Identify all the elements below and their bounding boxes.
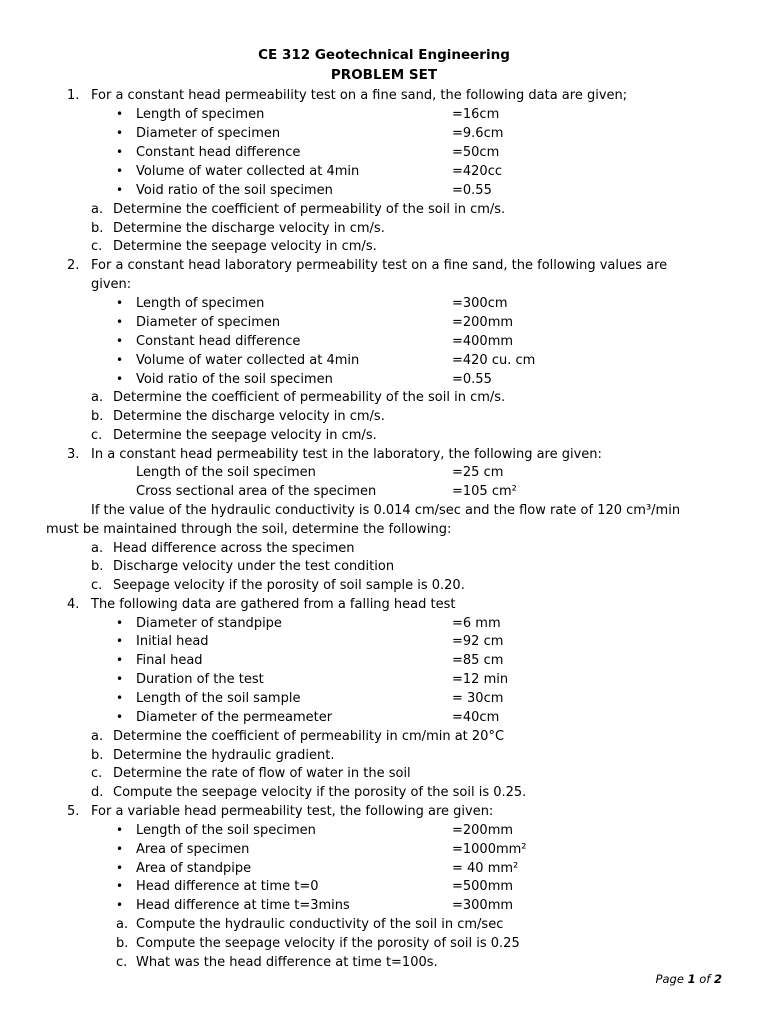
question-letter: c. <box>91 239 103 254</box>
item-value: =25 cm <box>452 465 504 480</box>
item-label: Cross sectional area of the specimen <box>136 484 377 499</box>
bullet: • <box>116 107 124 121</box>
item-value: =400mm <box>452 334 514 349</box>
item-label: Length of specimen <box>136 296 265 311</box>
problem-intro: The following data are gathered from a falling head test <box>91 597 456 612</box>
item-label: Length of the soil sample <box>136 691 301 706</box>
item-value: =200mm <box>452 823 514 838</box>
item-value: =50cm <box>452 145 500 160</box>
question-text: Discharge velocity under the test condition <box>113 559 395 574</box>
item-value: =420 cu. cm <box>452 353 536 368</box>
item-value: = 30cm <box>452 691 504 706</box>
question-letter: b. <box>91 221 104 236</box>
item-label: Diameter of standpipe <box>136 616 282 631</box>
problem-set-subtitle: PROBLEM SET <box>330 67 438 83</box>
problem-intro-cont: given: <box>91 277 132 292</box>
bullet: • <box>116 879 124 893</box>
item-value: =85 cm <box>452 653 504 668</box>
bullet: • <box>116 183 124 197</box>
item-value: =16cm <box>452 107 500 122</box>
problem-number: 1. <box>67 88 80 103</box>
paragraph-line: must be maintained through the soil, determine the following: <box>46 522 452 537</box>
bullet: • <box>116 616 124 630</box>
question-letter: c. <box>91 428 103 443</box>
item-value: =6 mm <box>452 616 501 631</box>
bullet: • <box>116 653 124 667</box>
item-value: = 40 mm² <box>452 861 519 876</box>
question-letter: c. <box>91 766 103 781</box>
bullet: • <box>116 334 124 348</box>
page-current: 1 <box>687 972 696 986</box>
question-letter: a. <box>91 390 104 405</box>
item-value: =300mm <box>452 898 514 913</box>
problem-number: 4. <box>67 597 80 612</box>
question-letter: c. <box>116 955 128 970</box>
problem-number: 5. <box>67 804 80 819</box>
item-label: Void ratio of the soil specimen <box>136 372 333 387</box>
question-letter: a. <box>116 917 129 932</box>
item-label: Constant head difference <box>136 145 301 160</box>
question-letter: b. <box>91 409 104 424</box>
page-total: 2 <box>713 972 722 986</box>
bullet: • <box>116 372 124 386</box>
bullet: • <box>116 126 124 140</box>
paragraph-line: If the value of the hydraulic conductivity is 0.014 cm/sec and the flow rate of 120 cm³/min <box>91 503 681 518</box>
bullet: • <box>116 145 124 159</box>
item-value: =92 cm <box>452 634 504 649</box>
bullet: • <box>116 710 124 724</box>
item-value: =105 cm² <box>452 484 517 499</box>
item-label: Diameter of specimen <box>136 126 281 141</box>
item-label: Final head <box>136 653 203 668</box>
page-word: Page <box>655 972 684 986</box>
question-text: What was the head difference at time t=100s. <box>136 955 438 970</box>
item-value: =300cm <box>452 296 508 311</box>
item-label: Head difference at time t=0 <box>136 879 319 894</box>
question-text: Determine the seepage velocity in cm/s. <box>113 428 377 443</box>
course-title: CE 312 Geotechnical Engineering <box>258 47 510 63</box>
question-letter: a. <box>91 202 104 217</box>
question-text: Compute the seepage velocity if the porosity of the soil is 0.25. <box>113 785 527 800</box>
item-label: Initial head <box>136 634 209 649</box>
question-text: Determine the coefficient of permeability in cm/min at 20°C <box>113 729 505 744</box>
problem-intro: For a constant head permeability test on a fine sand, the following data are given; <box>91 88 628 103</box>
item-label: Volume of water collected at 4min <box>136 164 360 179</box>
item-value: =500mm <box>452 879 514 894</box>
bullet: • <box>116 672 124 686</box>
question-text: Seepage velocity if the porosity of soil sample is 0.20. <box>113 578 465 593</box>
question-text: Determine the coefficient of permeability of the soil in cm/s. <box>113 202 506 217</box>
item-label: Constant head difference <box>136 334 301 349</box>
question-letter: b. <box>91 748 104 763</box>
question-text: Compute the hydraulic conductivity of the soil in cm/sec <box>136 917 504 932</box>
problem-intro: For a variable head permeability test, the following are given: <box>91 804 494 819</box>
question-letter: a. <box>91 541 104 556</box>
item-label: Void ratio of the soil specimen <box>136 183 333 198</box>
of-word: of <box>699 972 711 986</box>
item-value: =1000mm² <box>452 842 527 857</box>
bullet: • <box>116 861 124 875</box>
item-label: Head difference at time t=3mins <box>136 898 350 913</box>
item-value: =0.55 <box>452 183 492 198</box>
question-text: Head difference across the specimen <box>113 541 355 556</box>
item-label: Diameter of the permeameter <box>136 710 333 725</box>
problem-number: 2. <box>67 258 80 273</box>
question-text: Determine the discharge velocity in cm/s. <box>113 409 385 424</box>
question-letter: c. <box>91 578 103 593</box>
bullet: • <box>116 634 124 648</box>
item-label: Length of the soil specimen <box>136 823 316 838</box>
item-value: =200mm <box>452 315 514 330</box>
item-label: Diameter of specimen <box>136 315 281 330</box>
question-text: Determine the seepage velocity in cm/s. <box>113 239 377 254</box>
bullet: • <box>116 315 124 329</box>
bullet: • <box>116 842 124 856</box>
question-text: Determine the rate of flow of water in the soil <box>113 766 411 781</box>
bullet: • <box>116 898 124 912</box>
problem-number: 3. <box>67 447 80 462</box>
item-value: =9.6cm <box>452 126 504 141</box>
item-value: =12 min <box>452 672 509 687</box>
bullet: • <box>116 296 124 310</box>
bullet: • <box>116 164 124 178</box>
problem-intro: For a constant head laboratory permeability test on a fine sand, the following values are <box>91 258 668 273</box>
item-label: Area of specimen <box>136 842 250 857</box>
question-text: Determine the coefficient of permeability of the soil in cm/s. <box>113 390 506 405</box>
question-letter: a. <box>91 729 104 744</box>
item-label: Length of specimen <box>136 107 265 122</box>
item-label: Area of standpipe <box>136 861 252 876</box>
item-label: Duration of the test <box>136 672 264 687</box>
item-value: =420cc <box>452 164 503 179</box>
item-label: Length of the soil specimen <box>136 465 316 480</box>
page-number-footer <box>656 972 722 986</box>
question-letter: b. <box>116 936 129 951</box>
bullet: • <box>116 691 124 705</box>
bullet: • <box>116 823 124 837</box>
item-value: =0.55 <box>452 372 492 387</box>
question-text: Determine the discharge velocity in cm/s. <box>113 221 385 236</box>
question-text: Determine the hydraulic gradient. <box>113 748 335 763</box>
item-label: Volume of water collected at 4min <box>136 353 360 368</box>
question-letter: b. <box>91 559 104 574</box>
question-letter: d. <box>91 785 104 800</box>
item-value: =40cm <box>452 710 500 725</box>
question-text: Compute the seepage velocity if the porosity of soil is 0.25 <box>136 936 520 951</box>
problem-intro: In a constant head permeability test in the laboratory, the following are given: <box>91 447 602 462</box>
bullet: • <box>116 353 124 367</box>
